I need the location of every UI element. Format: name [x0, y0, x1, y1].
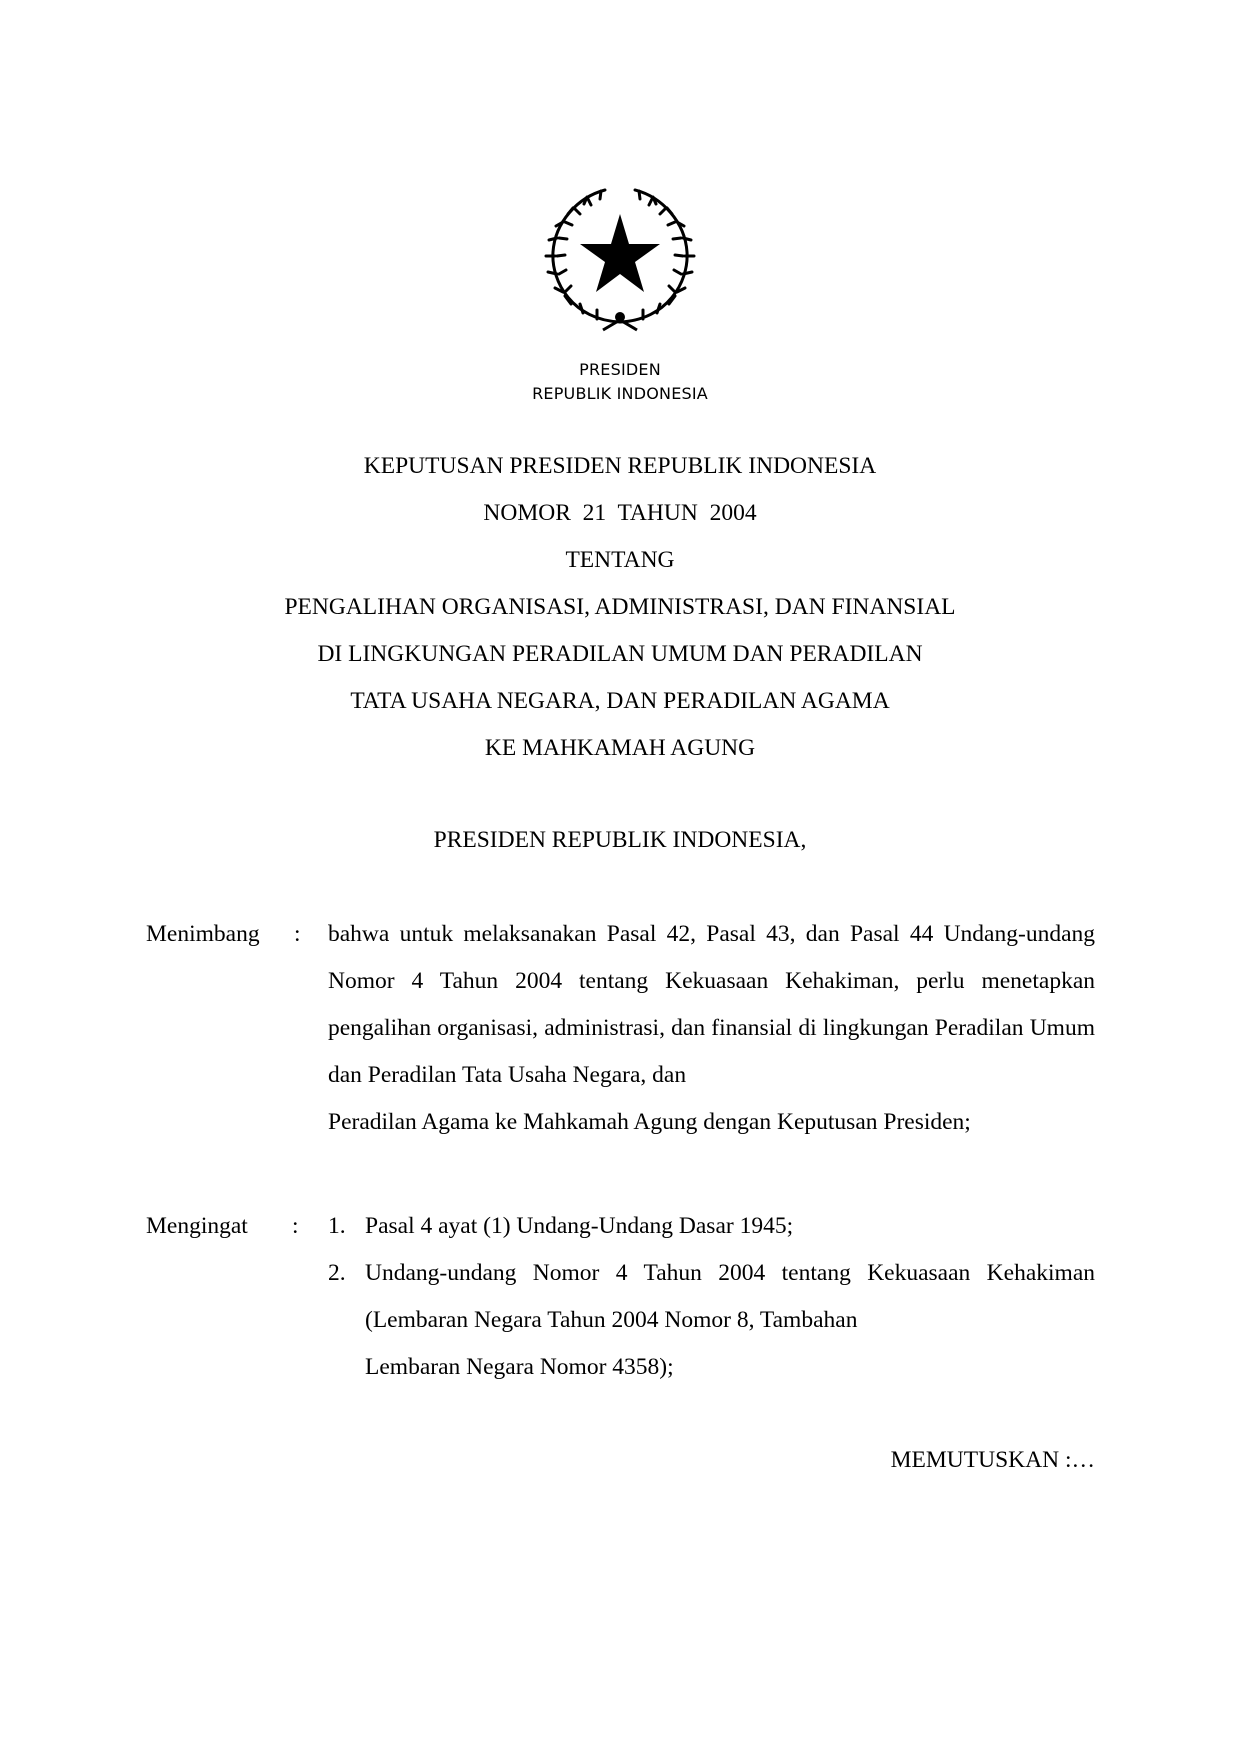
- mengingat-item-2: [365, 1250, 1095, 1391]
- mengingat-item-text: Undang-undang Nomor 4 Tahun 2004 tentang Kekuasaan Kehakiman (Lembaran Negara Tahun 2004 Nomor 8, Tambahan: [365, 1260, 1095, 1333]
- menimbang-text: [328, 911, 1095, 1146]
- mengingat-colon: :: [292, 1213, 299, 1239]
- title-number: NOMOR 21 TAHUN 2004: [483, 500, 757, 526]
- mengingat-item-number: 2.: [328, 1260, 346, 1286]
- letterhead-line-2: REPUBLIK INDONESIA: [532, 384, 708, 403]
- menimbang-colon: :: [294, 921, 301, 947]
- letterhead-line-1: PRESIDEN: [579, 360, 661, 379]
- mengingat-item-1: [365, 1203, 1095, 1250]
- menimbang-text-last: Peradilan Agama ke Mahkamah Agung dengan Keputusan Presiden;: [328, 1109, 971, 1135]
- title-line: KE MAHKAMAH AGUNG: [484, 735, 756, 761]
- continuation-marker: MEMUTUSKAN :…: [890, 1447, 1095, 1473]
- menimbang-label: Menimbang: [146, 921, 260, 947]
- mengingat-label: Mengingat: [146, 1213, 248, 1239]
- title-line: TATA USAHA NEGARA, DAN PERADILAN AGAMA: [350, 688, 890, 714]
- menimbang-text-body: bahwa untuk melaksanakan Pasal 42, Pasal 43, dan Pasal 44 Undang-undang Nomor 4 Tahun 2004 tentang Kekuasaan Kehakiman, perlu menetapkan pengalihan organisasi, administrasi, dan finansial di lingkungan Peradilan Umum dan Peradilan Tata Usaha Negara, dan: [328, 921, 1095, 1088]
- presidential-seal-emblem: [543, 182, 697, 337]
- document-title: [0, 443, 1240, 772]
- mengingat-item-number: 1.: [328, 1213, 346, 1239]
- mengingat-item-text-last: Lembaran Negara Nomor 4358);: [365, 1354, 674, 1380]
- title-line: DI LINGKUNGAN PERADILAN UMUM DAN PERADILAN: [317, 641, 923, 667]
- title-line: KEPUTUSAN PRESIDEN REPUBLIK INDONESIA: [363, 453, 877, 479]
- issuer-line: PRESIDEN REPUBLIK INDONESIA,: [433, 827, 807, 853]
- title-line: TENTANG: [565, 547, 675, 573]
- title-line: PENGALIHAN ORGANISASI, ADMINISTRASI, DAN FINANSIAL: [284, 594, 956, 620]
- mengingat-item-text: Pasal 4 ayat (1) Undang-Undang Dasar 1945;: [365, 1213, 794, 1239]
